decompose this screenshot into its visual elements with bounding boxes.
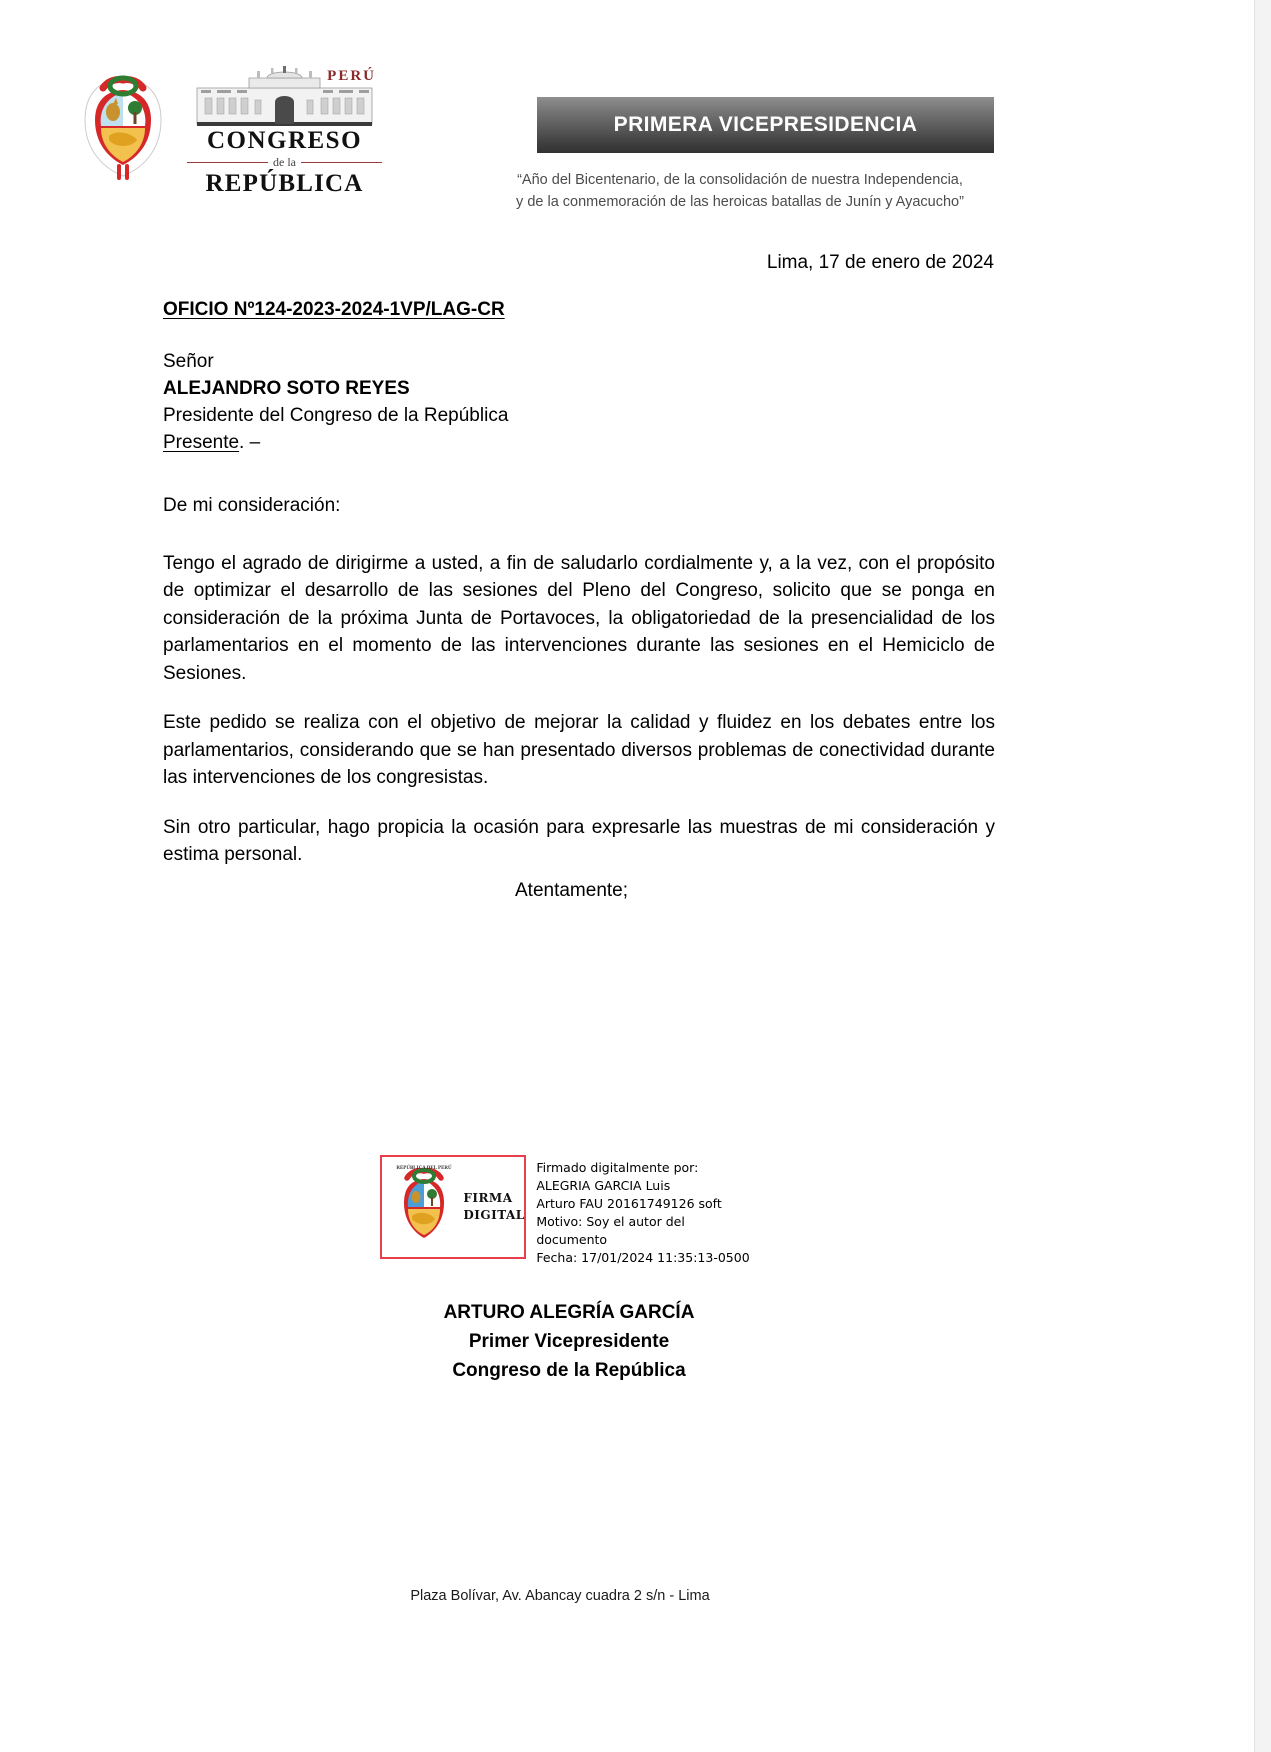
addressee-present-line [163,430,508,457]
peru-coat-of-arms-icon [75,70,171,182]
svg-text:REPÚBLICA DEL PERÚ: REPÚBLICA DEL PERÚ [396,1166,452,1171]
salutation: De mi consideración: [163,495,341,516]
scrollbar-gutter[interactable] [1254,0,1271,1752]
body-paragraph-1: Tengo el agrado de dirigirme a usted, a fin de saludarlo cordialmente y, a la vez, con el propósito de optimizar el desarrollo de las sesiones del Pleno del Congreso, solicito que se ponga en consideración de la próxima Junta de Portavoces, la obligatoriedad de la presencialidad de los parlamentarios en el momento de las intervenciones durante las sesiones en el Hemiciclo de Sesiones. [163,552,995,684]
signature-meta-line-5: documento [536,1232,608,1247]
office-banner [537,97,994,153]
republica-word: REPÚBLICA [205,169,364,197]
signer-name: ARTURO ALEGRÍA GARCÍA [443,1302,695,1323]
divider-rule-left [187,162,268,163]
addressee-position: Presidente del Congreso de la República [163,404,509,426]
signature-area [0,1155,1120,1386]
digital-signature-metadata [536,1155,749,1267]
footer-address: Plaza Bolívar, Av. Abancay cuadra 2 s/n - Lima [410,1588,710,1604]
congreso-republica-logo [187,66,382,197]
year-motto [480,170,1000,214]
signature-meta-line-1: Firmado digitalmente por: [536,1160,699,1175]
signature-meta-line-3: Arturo FAU 20161749126 soft [536,1196,722,1211]
signer-organization: Congreso de la República [452,1359,686,1381]
closing-salutation: Atentamente; [515,880,629,901]
letterhead [0,0,1120,230]
body-paragraph-3: Sin otro particular, hago propicia la ocasión para expresarle las muestras de mi consideración y estima personal. [163,816,995,866]
signature-meta-line-6: Fecha: 17/01/2024 11:35:13-0500 [536,1250,750,1265]
office-banner-title: PRIMERA VICEPRESIDENCIA [613,113,918,136]
present-suffix: . – [239,431,261,453]
addressee-title: Señor [163,351,214,372]
divider-rule-right [301,162,382,163]
congreso-divider [187,155,382,170]
letter-reference-number: OFICIO Nº124-2023-2024-1VP/LAG-CR [163,299,505,320]
year-motto-line-2: y de la conmemoración de las heroicas batallas de Junín y Ayacucho” [516,193,964,210]
letter-date: Lima, 17 de enero de 2024 [766,252,994,273]
body-paragraph-2: Este pedido se realiza con el objetivo de mejorar la calidad y fluidez en los debates entre los parlamentarios, considerando que se han presentado diversos problemas de conectividad durante las intervenciones de los congresistas. [163,712,995,789]
firma-label-line-2: DIGITAL [463,1208,525,1222]
present-word: Presente [163,431,240,453]
peru-wordmark: PERÚ [327,67,376,84]
digital-signature-stamp [380,1155,526,1259]
signer-role: Primer Vicepresidente [468,1330,670,1352]
firma-label-line-1: FIRMA [463,1190,513,1205]
institutional-logo-group [75,58,415,197]
signer-block [0,1299,1120,1386]
year-motto-line-1: “Año del Bicentenario, de la consolidación de nuestra Independencia, [517,172,963,188]
addressee-block [163,349,508,457]
dela-word: de la [273,154,296,169]
letter-body [163,492,995,891]
addressee-name: ALEJANDRO SOTO REYES [163,377,410,399]
firma-digital-shield-icon [385,1161,463,1253]
digital-signature-row [0,1155,1120,1267]
page-footer [0,1588,1120,1604]
signature-meta-line-2: ALEGRIA GARCIA Luis [536,1178,671,1193]
firma-digital-label [463,1190,526,1225]
congreso-word: CONGRESO [206,126,363,154]
legislative-palace-icon [187,66,382,128]
signature-meta-line-4: Motivo: Soy el autor del [536,1214,685,1229]
